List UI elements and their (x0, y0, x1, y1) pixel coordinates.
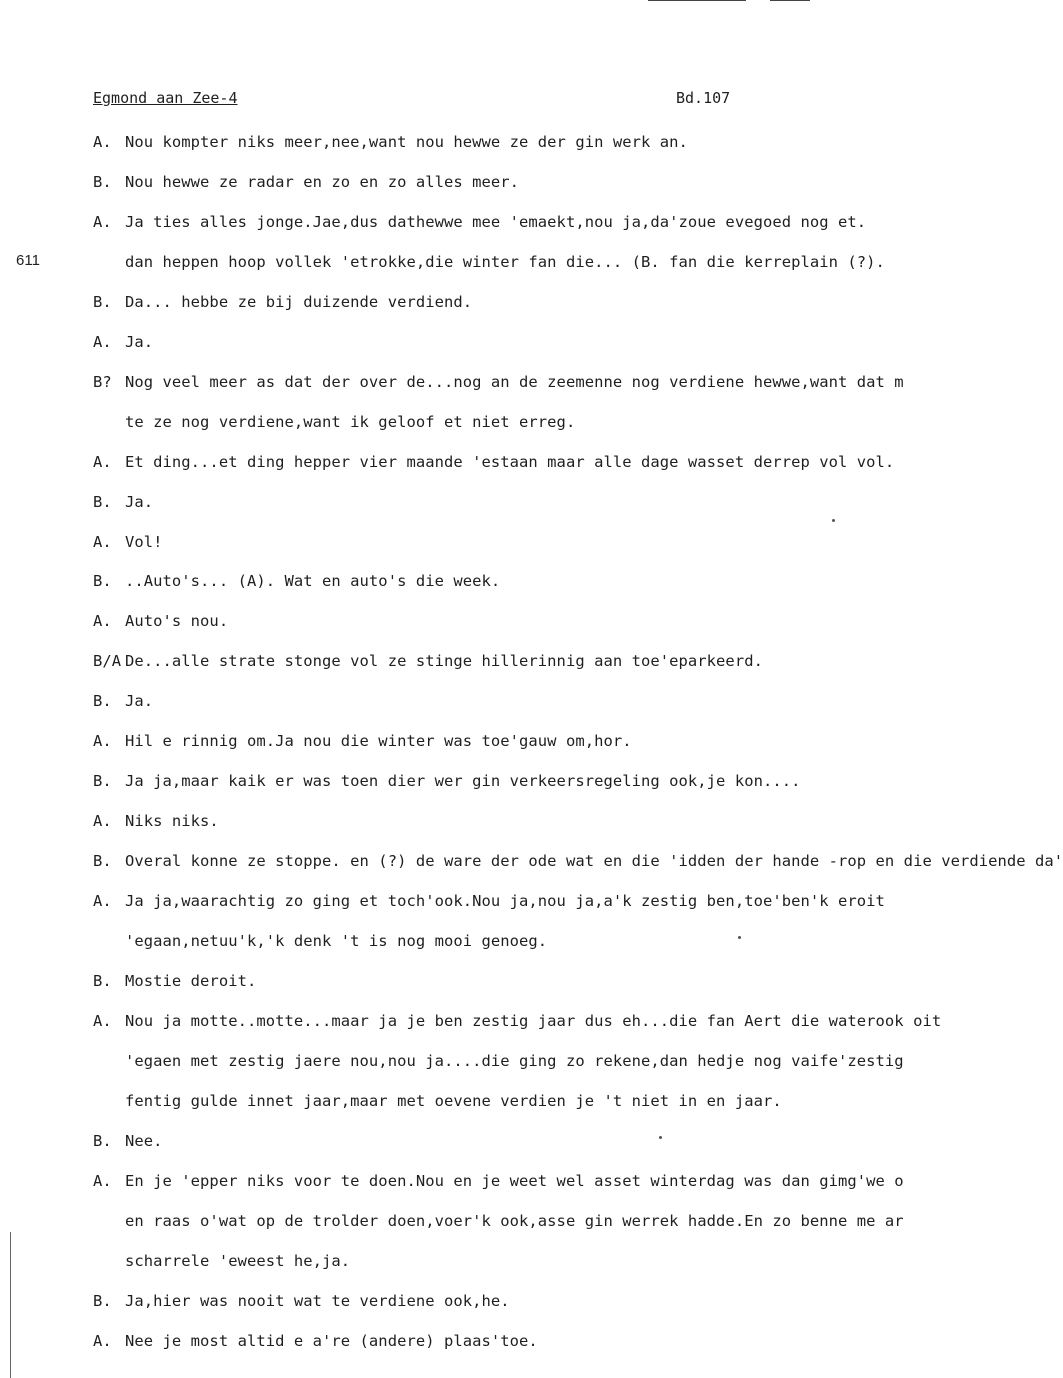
scan-margin-line (10, 1232, 11, 1378)
line-text: Auto's nou. (125, 612, 229, 630)
line-text: Et ding...et ding hepper vier maande 'estaan maar alle dage wasset derrep vol vol. (125, 453, 895, 471)
transcript-line (125, 1211, 904, 1231)
transcript-line (93, 132, 688, 152)
line-text: Vol! (125, 533, 163, 551)
transcript-line (93, 811, 219, 831)
transcript-line (125, 412, 575, 432)
transcript-line (125, 1091, 782, 1111)
line-text: Ja ja,maar kaik er was toen dier wer gin verkeersregeling ook,je kon.... (125, 772, 801, 790)
speaker-label: B. (93, 692, 112, 710)
transcript-line (93, 1171, 904, 1191)
line-text: 'egaan,netuu'k,'k denk 't is nog mooi genoeg. (125, 932, 548, 950)
line-text: en raas o'wat op de trolder doen,voer'k ook,asse gin werrek hadde.En zo benne me ar (125, 1212, 904, 1230)
line-text: ..Auto's... (A). Wat en auto's die week. (125, 572, 501, 590)
line-text: Mostie deroit. (125, 972, 257, 990)
line-text: Nog veel meer as dat der over de...nog an de zeemenne nog verdiene hewwe,want dat m (125, 373, 904, 391)
line-text: Ja. (125, 493, 154, 511)
transcript-line (93, 532, 163, 552)
scan-speck (832, 519, 835, 522)
speaker-label: B/A (93, 652, 122, 670)
transcript-line (93, 292, 472, 312)
scan-speck (738, 936, 741, 939)
line-text: Nou ja motte..motte...maar ja je ben zestig jaar dus eh...die fan Aert die waterook oit (125, 1012, 942, 1030)
transcript-line (93, 452, 894, 472)
line-text: Nee je most altid e a're (andere) plaas'toe. (125, 1332, 538, 1350)
scan-edge-line (770, 0, 810, 1)
margin-number: 611 (16, 252, 40, 269)
speaker-label: A. (93, 333, 112, 351)
transcript-line (93, 651, 763, 671)
speaker-label: B? (93, 373, 112, 391)
transcript-line (93, 571, 500, 591)
line-text: En je 'epper niks voor te doen.Nou en je weet wel asset winterdag was dan gimg'we o (125, 1172, 904, 1190)
transcript-line (93, 731, 632, 751)
transcript-line (93, 372, 904, 392)
line-text: Nou hewwe ze radar en zo en zo alles meer. (125, 173, 520, 191)
line-text: dan heppen hoop vollek 'etrokke,die winter fan die... (B. fan die kerreplain (?). (125, 253, 885, 271)
line-text: De...alle strate stonge vol ze stinge hillerinnig aan toe'eparkeerd. (125, 652, 763, 670)
transcript-line (93, 332, 153, 352)
line-text: scharrele 'eweest he,ja. (125, 1252, 351, 1270)
transcript-line (93, 891, 885, 911)
speaker-label: B. (93, 1292, 112, 1310)
transcript-line (125, 1051, 904, 1071)
speaker-label: B. (93, 493, 112, 511)
line-text: Ja ties alles jonge.Jae,dus dathewwe mee 'emaekt,nou ja,da'zoue evegoed nog et. (125, 213, 867, 231)
line-text: Niks niks. (125, 812, 219, 830)
speaker-label: A. (93, 133, 112, 151)
line-text: te ze nog verdiene,want ik geloof et niet erreg. (125, 413, 576, 431)
speaker-label: A. (93, 1012, 112, 1030)
line-text: fentig gulde innet jaar,maar met oevene verdien je 't niet in en jaar. (125, 1092, 782, 1110)
transcript-line (93, 1291, 510, 1311)
document-reference: Bd.107 (676, 89, 731, 107)
line-text: Ja. (125, 333, 154, 351)
speaker-label: A. (93, 612, 112, 630)
speaker-label: B. (93, 1132, 112, 1150)
speaker-label: B. (93, 572, 112, 590)
document-title: Egmond aan Zee-4 (93, 89, 238, 107)
scan-edge-line (648, 0, 746, 1)
transcript-line (93, 1011, 941, 1031)
speaker-label: B. (93, 772, 112, 790)
line-text: Ja,hier was nooit wat te verdiene ook,he. (125, 1292, 510, 1310)
transcript-line (125, 931, 547, 951)
transcript-line (93, 611, 228, 631)
speaker-label: A. (93, 533, 112, 551)
transcript-line (93, 691, 153, 711)
speaker-label: A. (93, 213, 112, 231)
speaker-label: B. (93, 173, 112, 191)
speaker-label: A. (93, 1332, 112, 1350)
speaker-label: A. (93, 732, 112, 750)
line-text: Ja. (125, 692, 154, 710)
transcript-line (93, 771, 801, 791)
speaker-label: A. (93, 453, 112, 471)
transcript-line (93, 971, 256, 991)
transcript-line (125, 252, 885, 272)
line-text: Da... hebbe ze bij duizende verdiend. (125, 293, 473, 311)
transcript-line (93, 212, 866, 232)
speaker-label: B. (93, 852, 112, 870)
scan-speck (659, 1136, 662, 1139)
transcript-line (93, 492, 153, 512)
transcript-line (93, 851, 1063, 871)
transcript-line (93, 172, 519, 192)
speaker-label: B. (93, 972, 112, 990)
speaker-label: A. (93, 892, 112, 910)
transcript-line (93, 1331, 538, 1351)
line-text: Hil e rinnig om.Ja nou die winter was toe'gauw om,hor. (125, 732, 632, 750)
transcript-line (125, 1251, 350, 1271)
line-text: Overal konne ze stoppe. en (?) de ware der ode wat en die 'idden der hande -rop en die verdiende da' (125, 852, 1063, 870)
speaker-label: A. (93, 1172, 112, 1190)
speaker-label: B. (93, 293, 112, 311)
line-text: Nou kompter niks meer,nee,want nou hewwe ze der gin werk an. (125, 133, 688, 151)
line-text: Nee. (125, 1132, 163, 1150)
line-text: 'egaen met zestig jaere nou,nou ja....die ging zo rekene,dan hedje nog vaife'zestig (125, 1052, 904, 1070)
speaker-label: A. (93, 812, 112, 830)
line-text: Ja ja,waarachtig zo ging et toch'ook.Nou ja,nou ja,a'k zestig ben,toe'ben'k eroit (125, 892, 885, 910)
transcript-line (93, 1131, 163, 1151)
